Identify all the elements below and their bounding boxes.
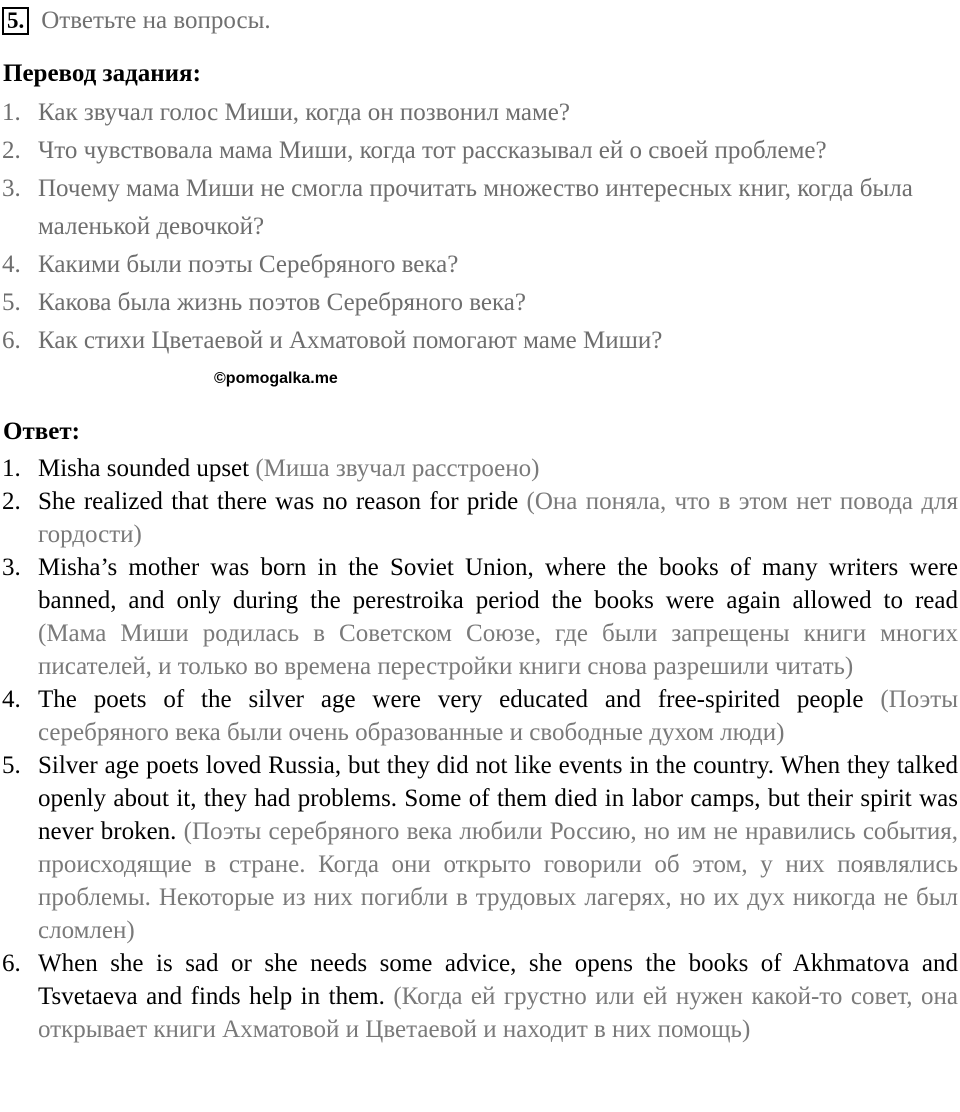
translation-item [0,94,958,132]
answer-english: The poets of the silver age were very educated and free-spirited people [38,686,864,713]
answer-english: Misha’s mother was born in the Soviet Union, where the books of many writers were banned, and only during the perestroika period the books were again allowed to read [38,554,958,614]
translation-list [0,94,958,360]
answer-russian: (Поэты серебряного века были очень образованные и свободные духом люди) [38,686,958,746]
item-number: 3. [2,554,21,581]
translation-item [0,246,958,284]
item-number: 5. [2,752,21,779]
answer-russian: (Она поняла, что в этом нет повода для гордости) [38,488,959,548]
task-instruction: Ответьте на вопросы. [41,7,271,34]
answer-english: She realized that there was no reason for pride [38,488,519,515]
item-number: 6. [2,327,21,354]
item-text: Какими были поэты Серебряного века? [38,251,459,278]
translation-item [0,284,958,322]
item-number: 3. [2,175,21,202]
answer-english: Misha sounded upset [38,455,250,482]
answer-item [0,749,958,947]
answer-item [0,551,958,683]
answer-heading: Ответ: [3,418,80,445]
item-text: Какова была жизнь поэтов Серебряного века? [38,289,526,316]
task-header [2,4,271,38]
answer-russian: (Поэты серебряного века любили Россию, но им не нравились события, происходящие в стране. Когда они открыто говорили об этом, у них появлялись проблемы. Некоторые из них погибли в трудовых лагерях, но их дух никогда не был сломлен) [38,818,958,944]
item-number: 5. [2,289,21,316]
answer-russian: (Мама Миши родилась в Советском Союзе, где были запрещены книги многих писателей, и только во времена перестройки книги снова разрешили читать) [38,620,958,680]
translation-item [0,132,958,170]
item-number: 1. [2,455,21,482]
watermark: ©pomogalka.me [214,370,338,387]
translation-heading: Перевод задания: [3,60,201,87]
translation-item [0,322,958,360]
item-text: Как стихи Цветаевой и Ахматовой помогают маме Миши? [38,327,663,354]
answer-item [0,947,958,1046]
answer-item [0,683,958,749]
answer-list [0,452,958,1046]
answer-russian: (Когда ей грустно или ей нужен какой-то совет, она открывает книги Ахматовой и Цветаевой и находит в них помощь) [38,983,958,1043]
answer-item [0,452,958,485]
item-text: Что чувствовала мама Миши, когда тот рассказывал ей о своей проблеме? [38,137,827,164]
answer-item [0,485,958,551]
answer-russian: (Миша звучал расстроено) [255,455,540,482]
item-number: 1. [2,99,21,126]
answer-english: When she is sad or she needs some advice, she opens the books of Akhmatova and Tsvetaeva and finds help in them. [38,950,958,1010]
item-text: Почему мама Миши не смогла прочитать множество интересных книг, когда была маленькой девочкой? [38,175,913,240]
item-number: 4. [2,686,21,713]
item-text: Как звучал голос Миши, когда он позвонил маме? [38,99,570,126]
task-number-box: 5. [2,7,29,35]
translation-item [0,170,958,246]
item-number: 4. [2,251,21,278]
item-number: 2. [2,488,21,515]
answer-english: Silver age poets loved Russia, but they did not like events in the country. When they talked openly about it, they had problems. Some of them died in labor camps, but their spirit was never broken. [38,752,958,845]
item-number: 6. [2,950,21,977]
item-number: 2. [2,137,21,164]
